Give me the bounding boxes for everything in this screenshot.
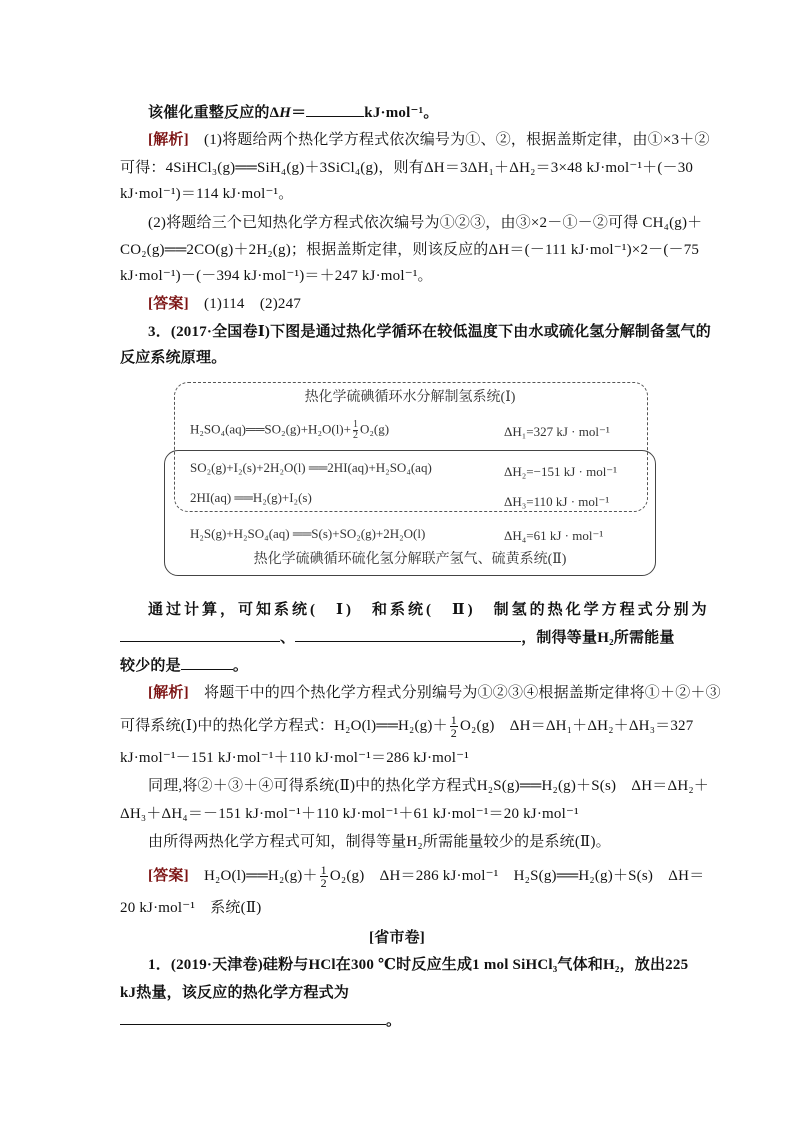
question-3b-line-2: 、 ，制得等量H₂所需能量 <box>120 627 675 648</box>
system-2-title: 热化学硫碘循环硫化氢分解联产氢气、硫黄系统(Ⅱ) <box>253 552 567 567</box>
fraction: $\frac{1}{2}$ <box>450 713 457 740</box>
answer-blank[interactable] <box>306 102 364 117</box>
equation-4: H₂S(g)+H₂SO₄(aq) ══S(s)+SO₂(g)+2H₂O(l) <box>190 526 426 541</box>
answer-tag: [答案] <box>148 867 189 884</box>
solution-tag: [解析] <box>148 132 189 148</box>
answer-2-line-2: 20 kJ·mol⁻¹ 系统(Ⅱ) <box>120 900 262 916</box>
question-continuation: 该催化重整反应的ΔH＝ kJ·mol⁻¹。 <box>148 102 439 123</box>
solution-2-line-5: ΔH₃＋ΔH₄＝－151 kJ·mol⁻¹＋110 kJ·mol⁻¹＋61 kJ·mol⁻¹＝20 kJ·mol⁻¹ <box>120 806 579 822</box>
answer-1: [答案] (1)114 (2)247 <box>148 296 302 312</box>
solution-1-line-2: 可得：4SiHCl₃(g)══SiH₄(g)＋3SiCl₄(g)，则有ΔH＝3ΔH₁＋ΔH₂＝3×48 kJ·mol⁻¹＋(－30 <box>120 160 694 176</box>
question-3b-line-3: 较少的是 。 <box>120 655 248 676</box>
system-1-title: 热化学硫碘循环水分解制氢系统(Ⅰ) <box>304 390 516 405</box>
question-3-line-2: 反应系统原理。 <box>120 350 227 366</box>
section-heading: [省市卷] <box>369 930 425 946</box>
question-1-line-2: kJ热量，该反应的热化学方程式为 <box>120 985 350 1001</box>
answer-2-line-1: [答案] H₂O(l)══H₂(g)＋ $\frac{1}{2}$ O₂(g) ΔH＝286 kJ·mol⁻¹ H₂S(g)══H₂(g)＋S(s) ΔH＝ <box>148 863 705 890</box>
solution-2-line-6: 由所得两热化学方程式可知，制得等量H₂所需能量较少的是系统(Ⅱ)。 <box>148 834 611 850</box>
equation-3: 2HI(aq) ══H₂(g)+I₂(s) <box>190 490 312 505</box>
solution-2-line-1: [解析] 将题干中的四个热化学方程式分别编号为①②③④根据盖斯定律将①＋②＋③ <box>148 685 721 701</box>
reaction-system-diagram <box>160 378 660 580</box>
solution-2-line-3: kJ·mol⁻¹－151 kJ·mol⁻¹＋110 kJ·mol⁻¹＝286 kJ·mol⁻¹ <box>120 750 469 766</box>
question-1-line-3: 。 <box>120 1010 401 1031</box>
answer-blank-less-energy[interactable] <box>181 655 233 670</box>
solution-1-line-5: CO₂(g)══2CO(g)＋2H₂(g)；根据盖斯定律，则该反应的ΔH＝(－111 kJ·mol⁻¹)×2－(－75 <box>120 242 700 258</box>
answer-tag: [答案] <box>148 296 189 312</box>
answer-blank-system-2[interactable] <box>295 627 521 642</box>
question-3-line-1: 3．(2017·全国卷Ⅰ)下图是通过热化学循环在较低温度下由水或硫化氢分解制备氢气的 <box>148 324 711 340</box>
solution-1-line-6: kJ·mol⁻¹)－(－394 kJ·mol⁻¹)＝＋247 kJ·mol⁻¹。 <box>120 268 433 284</box>
solution-1-line-1: [解析] (1)将题给两个热化学方程式依次编号为①、②，根据盖斯定律，由①×3＋② <box>148 132 710 148</box>
fraction: $\frac{1}{2}$ <box>320 863 327 890</box>
delta-h-1: ΔH₁=327 kJ · mol⁻¹ <box>504 424 610 439</box>
question-3b-line-1: 通过计算，可知系统( Ⅰ) 和系统( Ⅱ) 制氢的热化学方程式分别为 <box>148 602 710 618</box>
delta-h-3: ΔH₃=110 kJ · mol⁻¹ <box>504 494 610 509</box>
equation-1: H₂SO₄(aq)══SO₂(g)+H₂O(l)+ $\frac{1}{2}$ O₂(g) <box>190 419 390 441</box>
equation-2: SO₂(g)+I₂(s)+2H₂O(l) ══2HI(aq)+H₂SO₄(aq) <box>190 460 432 475</box>
answer-blank-equation[interactable] <box>120 1010 386 1025</box>
fraction: $\frac{1}{2}$ <box>352 419 358 441</box>
answer-blank-system-1[interactable] <box>120 627 280 642</box>
solution-2-line-2: 可得系统(Ⅰ)中的热化学方程式：H₂O(l)══H₂(g)＋ $\frac{1}{2}$ O₂(g) ΔH＝ΔH₁＋ΔH₂＋ΔH₃＝327 <box>120 713 694 740</box>
solution-1-line-4: (2)将题给三个已知热化学方程式依次编号为①②③，由③×2－①－②可得 CH₄(g)＋ <box>148 215 703 231</box>
solution-1-line-3: kJ·mol⁻¹)＝114 kJ·mol⁻¹。 <box>120 186 294 202</box>
solution-tag: [解析] <box>148 685 189 701</box>
solution-2-line-4: 同理,将②＋③＋④可得系统(Ⅱ)中的热化学方程式H₂S(g)══H₂(g)＋S(s) ΔH＝ΔH₂＋ <box>148 778 709 794</box>
delta-h-4: ΔH₄=61 kJ · mol⁻¹ <box>504 528 604 543</box>
delta-h-2: ΔH₂=−151 kJ · mol⁻¹ <box>504 464 618 479</box>
question-1-line-1: 1．(2019·天津卷)硅粉与HCl在300 ℃时反应生成1 mol SiHCl₃气体和H₂，放出225 <box>148 957 689 973</box>
